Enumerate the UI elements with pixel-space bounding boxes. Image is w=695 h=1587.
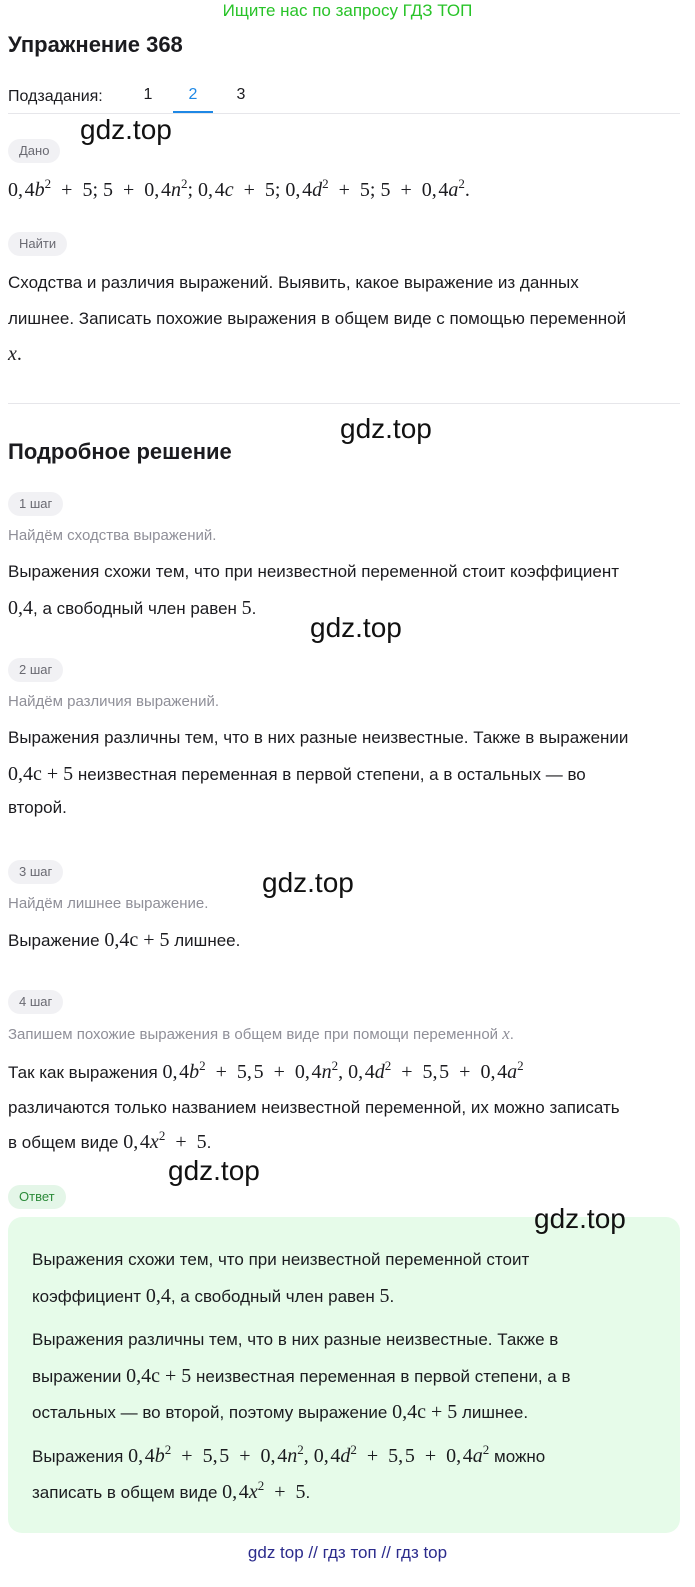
watermark: gdz.top bbox=[340, 413, 432, 444]
tab-subtask-1[interactable]: 1 bbox=[143, 86, 153, 103]
step-2-line-2: 0,4c + 5 неизвестная переменная в первой степени, а в остальных — во bbox=[8, 763, 586, 785]
top-banner[interactable]: Ищите нас по запросу ГДЗ ТОП bbox=[222, 1, 473, 20]
step-2-line-3: второй. bbox=[8, 798, 67, 817]
answer-badge: Ответ bbox=[8, 1185, 66, 1209]
page-title: Упражнение 368 bbox=[8, 32, 183, 57]
solution-title: Подробное решение bbox=[8, 439, 232, 464]
find-badge-wrap bbox=[8, 232, 67, 256]
tab-subtask-2[interactable]: 2 bbox=[188, 86, 198, 103]
step-4-line-2: различаются только названием неизвестной переменной, их можно записать bbox=[8, 1098, 620, 1117]
section-divider bbox=[8, 403, 680, 404]
subtasks-label: Подзадания: bbox=[8, 88, 103, 105]
step-4-badge-wrap bbox=[8, 990, 63, 1014]
watermark: gdz.top bbox=[534, 1203, 626, 1234]
answer-p2-line-2: выражении 0,4c + 5 неизвестная переменная в первой степени, а в bbox=[32, 1365, 571, 1387]
answer-p1-line-1: Выражения схожи тем, что при неизвестной переменной стоит bbox=[32, 1250, 530, 1269]
step-1-line-2: 0,4, а свободный член равен 5. bbox=[8, 597, 257, 619]
step-1-line-1: Выражения схожи тем, что при неизвестной переменной стоит коэффициент bbox=[8, 562, 620, 581]
step-4-line-1: Так как выражения 0, $4b^2 + 5$, 5 + 0, $4n^2$, 0, $4d^2 + 5$, 5 + 0, $4a^2$ bbox=[8, 1058, 524, 1083]
find-badge: Найти bbox=[8, 232, 67, 256]
step-3-badge-wrap bbox=[8, 860, 63, 884]
watermark: gdz.top bbox=[310, 612, 402, 643]
find-text-2: лишнее. Записать похожие выражения в общем виде с помощью переменной bbox=[8, 309, 627, 328]
given-expressions: 0, $4b^2 + 5$; 5 + 0, $4n^2$; 0, 4c + 5; 0, $4d^2 + 5$; 5 + 0, $4a^2$. bbox=[8, 176, 470, 201]
footer-links[interactable]: gdz top // гдз топ // гдз top bbox=[247, 1543, 448, 1562]
step-2-line-1: Выражения различны тем, что в них разные неизвестные. Также в выражении bbox=[8, 728, 629, 747]
step-2-badge-wrap bbox=[8, 658, 63, 682]
step-3-hint: Найдём лишнее выражение. bbox=[8, 895, 209, 912]
answer-p2-line-1: Выражения различны тем, что в них разные неизвестные. Также в bbox=[32, 1330, 559, 1349]
step-2-hint: Найдём различия выражений. bbox=[8, 693, 219, 710]
watermark: gdz.top bbox=[262, 867, 354, 898]
answer-badge-wrap bbox=[8, 1185, 66, 1209]
answer-p2-line-3: остальных — во второй, поэтому выражение 0,4c + 5 лишнее. bbox=[32, 1401, 529, 1423]
step-3-badge: 3 шаг bbox=[8, 860, 63, 884]
answer-p3-line-2: записать в общем виде 0, $4x^2 + 5$. bbox=[32, 1478, 311, 1503]
step-4-line-3: в общем виде 0, $4x^2 + 5$. bbox=[8, 1128, 212, 1153]
step-2-badge: 2 шаг bbox=[8, 658, 63, 682]
given-badge: Дано bbox=[8, 139, 60, 163]
watermark: gdz.top bbox=[168, 1155, 260, 1186]
step-4-badge: 4 шаг bbox=[8, 990, 63, 1014]
given-badge-wrap bbox=[8, 139, 60, 163]
step-3-line: Выражение 0,4c + 5 лишнее. bbox=[8, 929, 241, 951]
answer-p1-line-2: коэффициент 0,4, а свободный член равен 5. bbox=[32, 1285, 395, 1307]
step-1-badge: 1 шаг bbox=[8, 492, 63, 516]
find-text-1: Сходства и различия выражений. Выявить, какое выражение из данных bbox=[8, 273, 579, 292]
step-1-hint: Найдём сходства выражений. bbox=[8, 527, 217, 544]
tab-subtask-3[interactable]: 3 bbox=[236, 86, 246, 103]
find-variable: x. bbox=[8, 343, 22, 365]
step-1-badge-wrap bbox=[8, 492, 63, 516]
step-4-hint: Запишем похожие выражения в общем виде при помощи переменной x. bbox=[8, 1024, 514, 1043]
watermark: gdz.top bbox=[80, 114, 172, 145]
answer-p3-line-1: Выражения 0, $4b^2 + 5$, 5 + 0, $4n^2$, 0, $4d^2 + 5$, 5 + 0, $4a^2$ можно bbox=[32, 1442, 546, 1467]
